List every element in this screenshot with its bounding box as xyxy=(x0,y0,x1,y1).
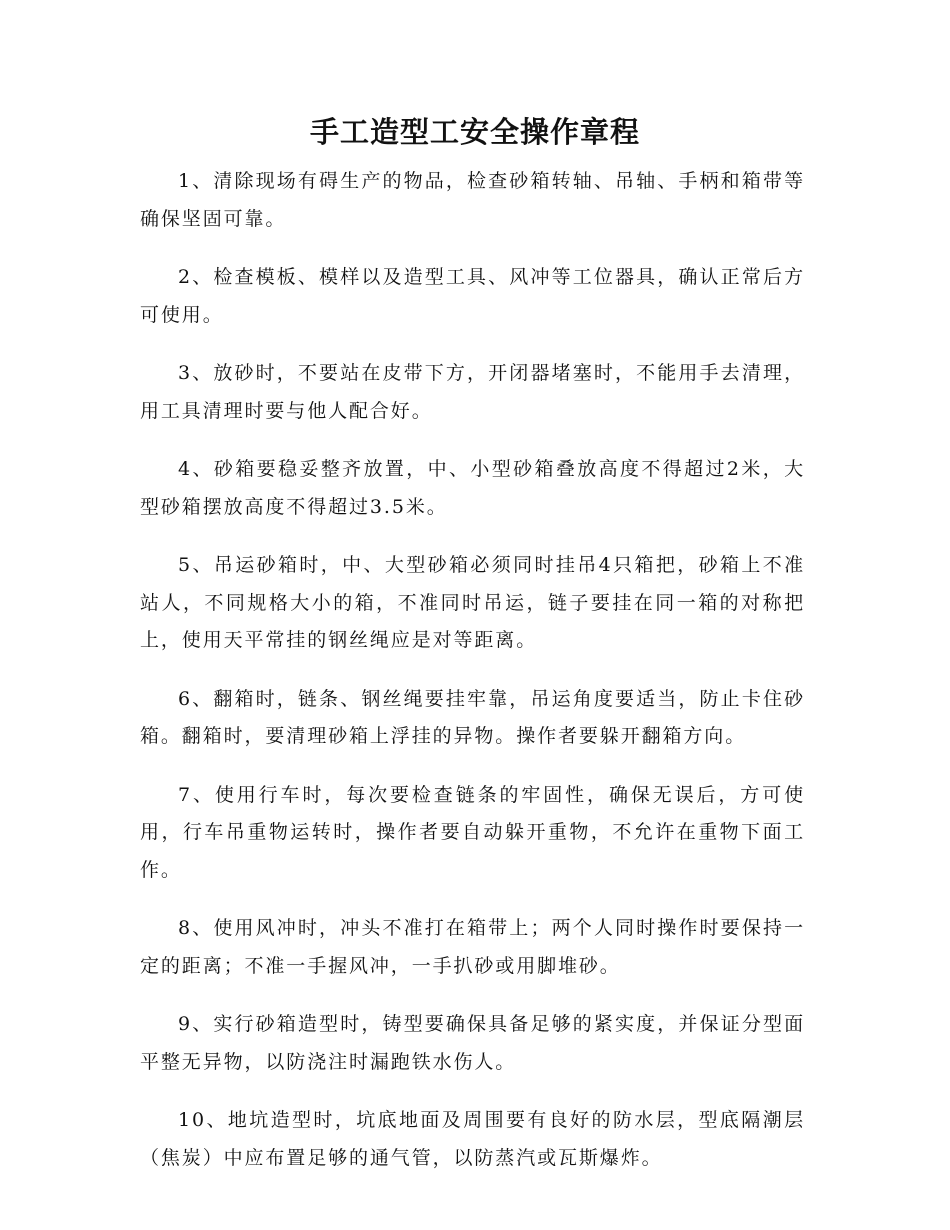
paragraph-8: 8、使用风冲时，冲头不准打在箱带上；两个人同时操作时要保持一定的距离；不准一手握风冲，一手扒砂或用脚堆砂。 xyxy=(140,917,805,977)
document-body xyxy=(140,163,805,1198)
paragraph-9: 9、实行砂箱造型时，铸型要确保具备足够的紧实度，并保证分型面平整无异物，以防浇注时漏跑铁水伤人。 xyxy=(140,1013,805,1073)
document-title: 手工造型工安全操作章程 xyxy=(309,115,640,149)
paragraph-5: 5、吊运砂箱时，中、大型砂箱必须同时挂吊4只箱把，砂箱上不准站人，不同规格大小的箱，不准同时吊运，链子要挂在同一箱的对称把上，使用天平常挂的钢丝绳应是对等距离。 xyxy=(140,554,805,651)
paragraph-4: 4、砂箱要稳妥整齐放置，中、小型砂箱叠放高度不得超过2米，大型砂箱摆放高度不得超过3.5米。 xyxy=(140,458,805,518)
paragraph-1: 1、清除现场有碍生产的物品，检查砂箱转轴、吊轴、手柄和箱带等确保坚固可靠。 xyxy=(140,170,805,230)
paragraph-7: 7、使用行车时，每次要检查链条的牢固性，确保无误后，方可使用，行车吊重物运转时，操作者要自动躲开重物，不允许在重物下面工作。 xyxy=(140,783,805,881)
paragraph-3: 3、放砂时，不要站在皮带下方，开闭器堵塞时，不能用手去清理，用工具清理时要与他人配合好。 xyxy=(140,362,805,422)
paragraph-6: 6、翻箱时，链条、钢丝绳要挂牢靠，吊运角度要适当，防止卡住砂箱。翻箱时，要清理砂箱上浮挂的异物。操作者要躲开翻箱方向。 xyxy=(140,687,805,747)
paragraph-10: 10、地坑造型时，坑底地面及周围要有良好的防水层，型底隔潮层（焦炭）中应布置足够的通气管，以防蒸汽或瓦斯爆炸。 xyxy=(140,1109,805,1169)
paragraph-2: 2、检查模板、模样以及造型工具、风冲等工位器具，确认正常后方可使用。 xyxy=(140,266,805,326)
